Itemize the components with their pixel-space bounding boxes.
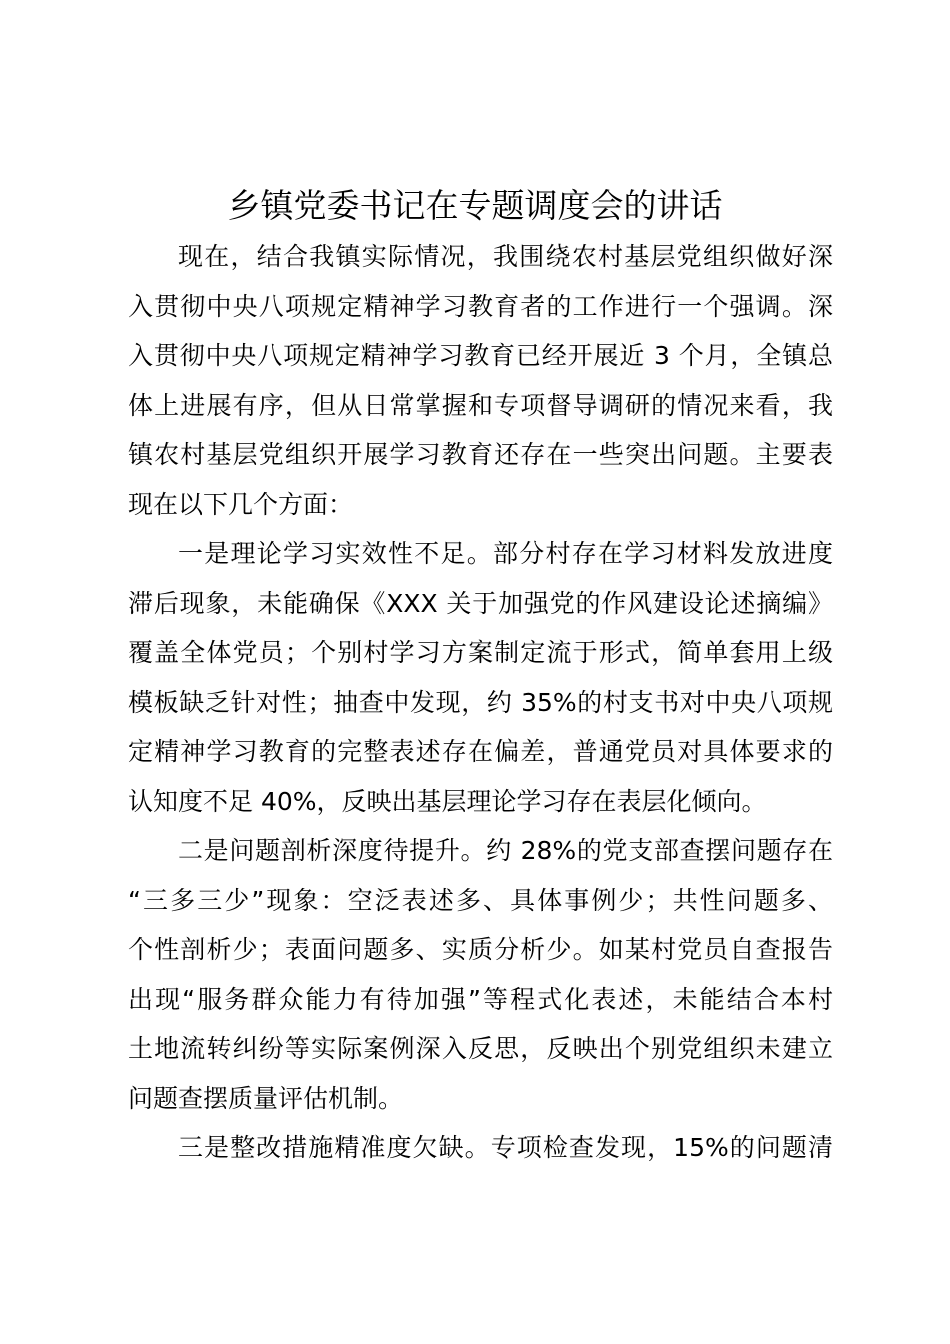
paragraph-intro (128, 232, 833, 529)
text-line: 现在以下几个方面： (128, 489, 354, 519)
text-line: 三是整改措施精准度欠缺。专项检查发现，15%的问题清 (178, 1133, 833, 1162)
paragraph-problem-analysis (128, 826, 833, 1123)
text-line: 入贯彻中央八项规定精神学习教育已经开展近 3 个月，全镇总 (128, 341, 833, 370)
text-line: 入贯彻中央八项规定精神学习教育者的工作进行一个强调。深 (128, 291, 833, 321)
paragraph-rectification (128, 1123, 833, 1173)
text-line: 覆盖全体党员；个别村学习方案制定流于形式，简单套用上级 (128, 638, 833, 667)
text-line: 个性剖析少；表面问题多、实质分析少。如某村党员自查报告 (128, 935, 833, 964)
text-line: 镇农村基层党组织开展学习教育还存在一些突出问题。主要表 (128, 440, 833, 469)
text-line: 体上进展有序，但从日常掌握和专项督导调研的情况来看，我 (128, 390, 833, 420)
text-line: 认知度不足 40%，反映出基层理论学习存在表层化倾向。 (128, 786, 767, 816)
paragraph-theory-study (128, 529, 833, 826)
text-line: 二是问题剖析深度待提升。约 28%的党支部查摆问题存在 (178, 836, 833, 865)
text-line: 滞后现象，未能确保《XXX 关于加强党的作风建设论述摘编》 (128, 588, 833, 618)
text-line: 模板缺乏针对性；抽查中发现，约 35%的村支书对中央八项规 (128, 687, 833, 717)
document-body (128, 232, 833, 1173)
text-line: “三多三少”现象：空泛表述多、具体事例少；共性问题多、 (128, 885, 833, 915)
text-line: 现在，结合我镇实际情况，我围绕农村基层党组织做好深 (178, 242, 833, 271)
text-line: 出现“服务群众能力有待加强”等程式化表述，未能结合本村 (128, 984, 833, 1014)
text-line: 定精神学习教育的完整表述存在偏差，普通党员对具体要求的 (128, 737, 833, 766)
text-line: 一是理论学习实效性不足。部分村存在学习材料发放进度 (178, 539, 833, 568)
text-line: 土地流转纠纷等实际案例深入反思，反映出个别党组织未建立 (128, 1034, 833, 1063)
document-title: 乡镇党委书记在专题调度会的讲话 (227, 186, 723, 225)
text-line: 问题查摆质量评估机制。 (128, 1083, 404, 1113)
